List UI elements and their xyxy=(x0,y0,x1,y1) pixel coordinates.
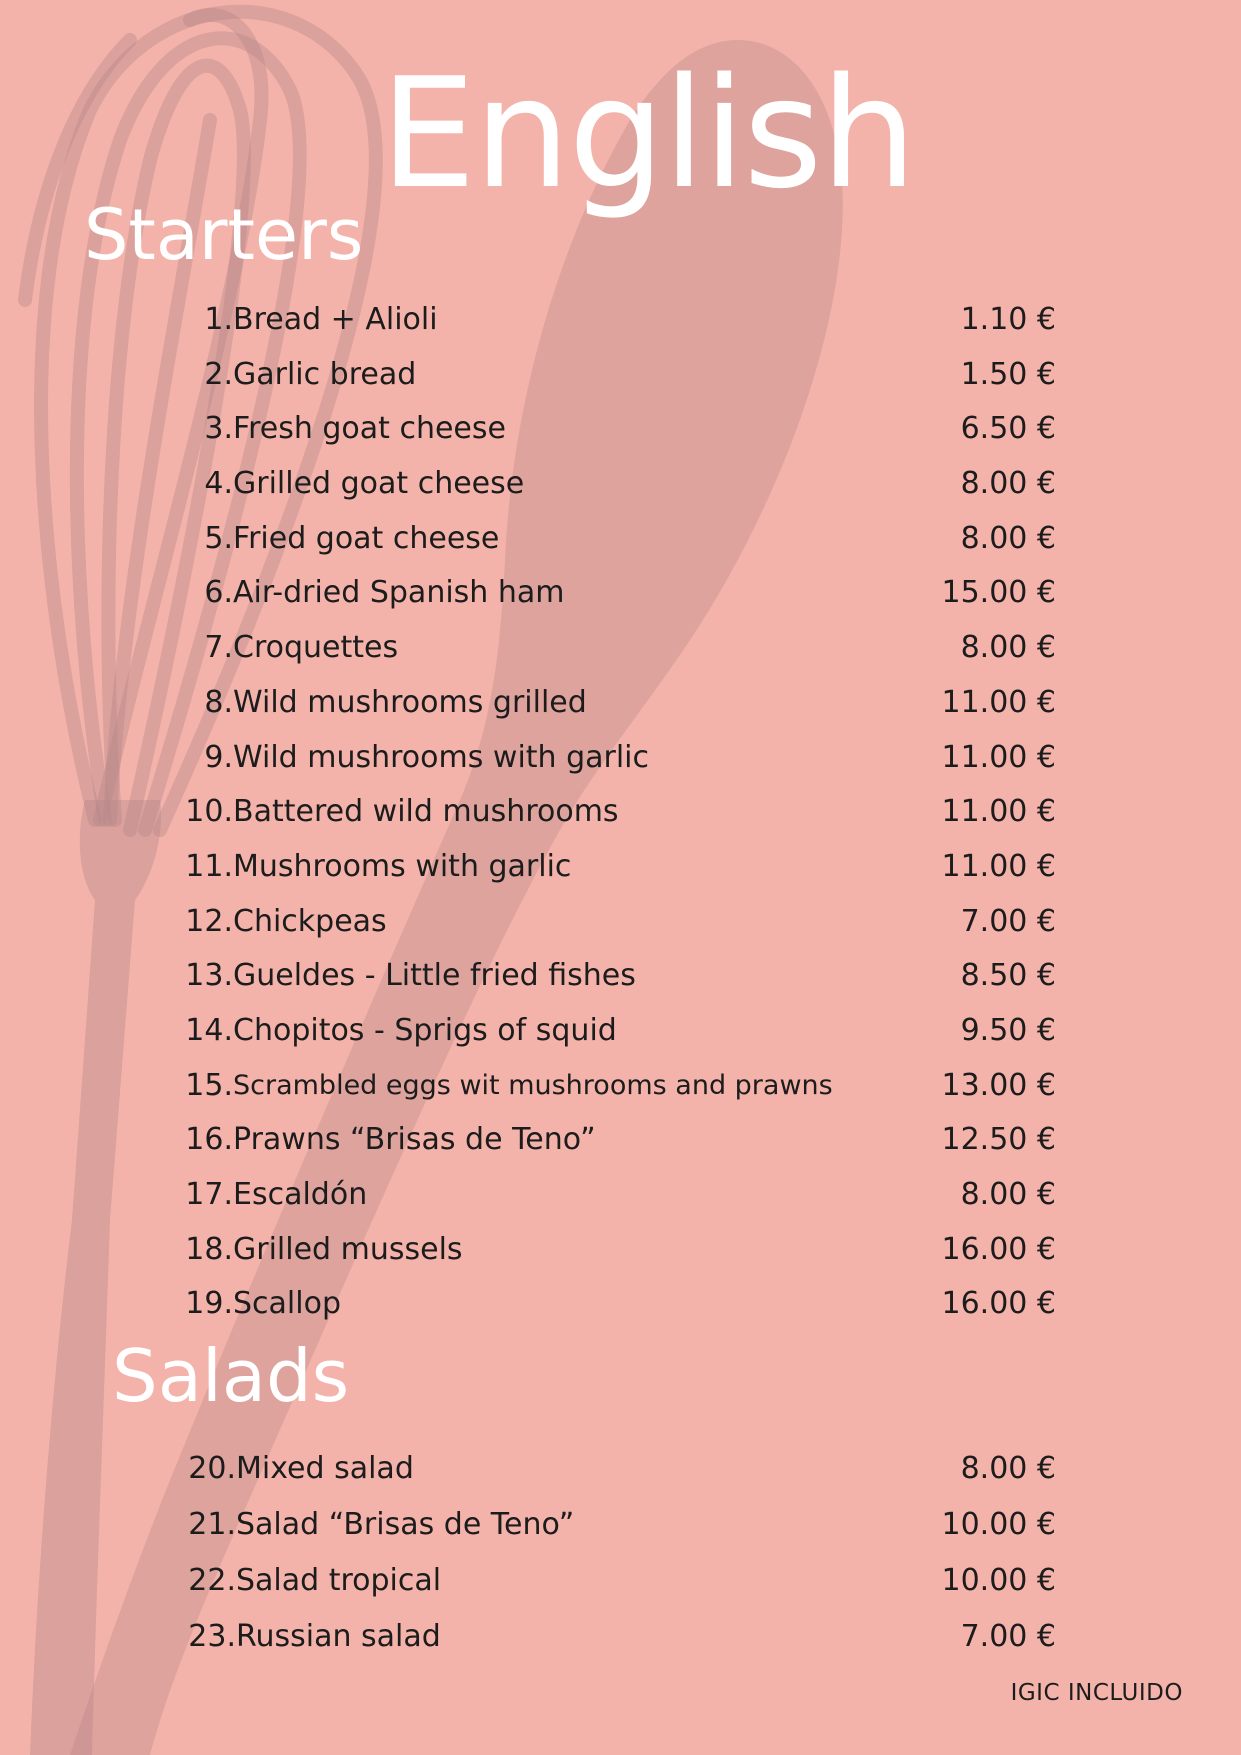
item-price: 11.00 € xyxy=(941,794,1056,830)
item-name: Mixed salad xyxy=(236,1451,414,1486)
menu-item xyxy=(0,1059,1241,1114)
item-price: 15.00 € xyxy=(941,575,1056,611)
item-price: 13.00 € xyxy=(941,1067,1056,1103)
item-price: 1.50 € xyxy=(960,356,1056,392)
item-price: 1.10 € xyxy=(960,302,1056,337)
item-name: Garlic bread xyxy=(233,356,417,392)
item-number: 17. xyxy=(185,1177,233,1212)
item-number: 14. xyxy=(185,1012,233,1048)
menu-item xyxy=(0,895,1241,950)
item-name: Chickpeas xyxy=(233,903,387,939)
menu-item xyxy=(0,566,1241,621)
item-price: 8.00 € xyxy=(960,1177,1056,1212)
item-name: Scrambled eggs wit mushrooms and prawns xyxy=(233,1069,833,1101)
item-number: 6. xyxy=(204,575,233,611)
salads-list xyxy=(0,1441,1241,1665)
item-price: 11.00 € xyxy=(941,684,1056,720)
item-number: 5. xyxy=(204,520,233,556)
item-number: 15. xyxy=(185,1067,233,1103)
item-price: 11.00 € xyxy=(941,848,1056,884)
menu-item xyxy=(0,348,1241,403)
menu-item xyxy=(0,293,1241,348)
item-name: Salad tropical xyxy=(236,1563,442,1598)
menu-item xyxy=(0,840,1241,895)
item-number: 11. xyxy=(185,848,233,884)
menu-item xyxy=(0,949,1241,1004)
item-price: 8.00 € xyxy=(960,630,1056,666)
menu-item xyxy=(0,676,1241,731)
item-price: 16.00 € xyxy=(941,1231,1056,1267)
item-number: 2. xyxy=(204,356,233,392)
tax-note: IGIC INCLUIDO xyxy=(1010,1680,1183,1706)
item-price: 9.50 € xyxy=(960,1012,1056,1048)
item-number: 3. xyxy=(204,411,233,447)
menu-item xyxy=(0,512,1241,567)
item-number: 8. xyxy=(204,684,233,720)
item-number: 7. xyxy=(204,630,233,666)
menu-item xyxy=(0,457,1241,512)
item-number: 16. xyxy=(185,1122,233,1158)
item-name: Escaldón xyxy=(233,1177,368,1212)
item-name: Wild mushrooms with garlic xyxy=(233,739,650,775)
menu-item xyxy=(0,1609,1241,1665)
item-name: Bread + Alioli xyxy=(233,302,438,337)
item-price: 7.00 € xyxy=(960,1619,1056,1654)
item-price: 10.00 € xyxy=(941,1563,1056,1598)
item-number: 23. xyxy=(188,1619,236,1654)
item-name: Wild mushrooms grilled xyxy=(233,684,587,720)
menu-item xyxy=(0,1223,1241,1278)
starters-list xyxy=(0,293,1241,1332)
item-number: 12. xyxy=(185,903,233,939)
section-heading-starters: Starters xyxy=(84,194,364,276)
section-heading-salads: Salads xyxy=(112,1334,350,1418)
menu-item xyxy=(0,785,1241,840)
item-price: 11.00 € xyxy=(941,739,1056,775)
item-name: Fresh goat cheese xyxy=(233,411,506,447)
item-name: Prawns “Brisas de Teno” xyxy=(233,1122,596,1158)
menu-item xyxy=(0,1004,1241,1059)
item-number: 4. xyxy=(204,466,233,502)
menu-item xyxy=(0,1441,1241,1497)
item-price: 6.50 € xyxy=(960,411,1056,447)
menu-item xyxy=(0,731,1241,786)
item-number: 20. xyxy=(188,1451,236,1486)
menu-item xyxy=(0,402,1241,457)
menu-item xyxy=(0,621,1241,676)
item-name: Gueldes - Little fried fishes xyxy=(233,958,636,994)
item-price: 16.00 € xyxy=(941,1286,1056,1322)
menu-item xyxy=(0,1113,1241,1168)
item-name: Scallop xyxy=(233,1286,341,1322)
item-number: 10. xyxy=(185,794,233,830)
item-number: 18. xyxy=(185,1231,233,1267)
item-name: Fried goat cheese xyxy=(233,520,500,556)
item-name: Air-dried Spanish ham xyxy=(233,575,565,611)
item-number: 1. xyxy=(204,302,233,337)
item-name: Croquettes xyxy=(233,630,399,666)
item-name: Grilled mussels xyxy=(233,1231,463,1267)
item-number: 22. xyxy=(188,1563,236,1598)
item-price: 8.00 € xyxy=(960,1451,1056,1486)
item-name: Russian salad xyxy=(236,1619,441,1654)
item-number: 13. xyxy=(185,958,233,994)
item-price: 12.50 € xyxy=(941,1122,1056,1158)
item-price: 8.00 € xyxy=(960,466,1056,502)
menu-item xyxy=(0,1497,1241,1553)
item-name: Mushrooms with garlic xyxy=(233,848,572,884)
item-price: 10.00 € xyxy=(941,1507,1056,1542)
item-number: 19. xyxy=(185,1286,233,1322)
item-name: Grilled goat cheese xyxy=(233,466,525,502)
menu-item xyxy=(0,1168,1241,1223)
item-number: 21. xyxy=(188,1507,236,1542)
item-name: Chopitos - Sprigs of squid xyxy=(233,1012,617,1048)
menu-item xyxy=(0,1277,1241,1332)
page-title: English xyxy=(380,45,915,222)
menu-item xyxy=(0,1553,1241,1609)
item-price: 8.00 € xyxy=(960,520,1056,556)
item-price: 7.00 € xyxy=(960,903,1056,939)
item-price: 8.50 € xyxy=(960,958,1056,994)
item-name: Battered wild mushrooms xyxy=(233,794,619,830)
item-number: 9. xyxy=(204,739,233,775)
item-name: Salad “Brisas de Teno” xyxy=(236,1507,575,1542)
